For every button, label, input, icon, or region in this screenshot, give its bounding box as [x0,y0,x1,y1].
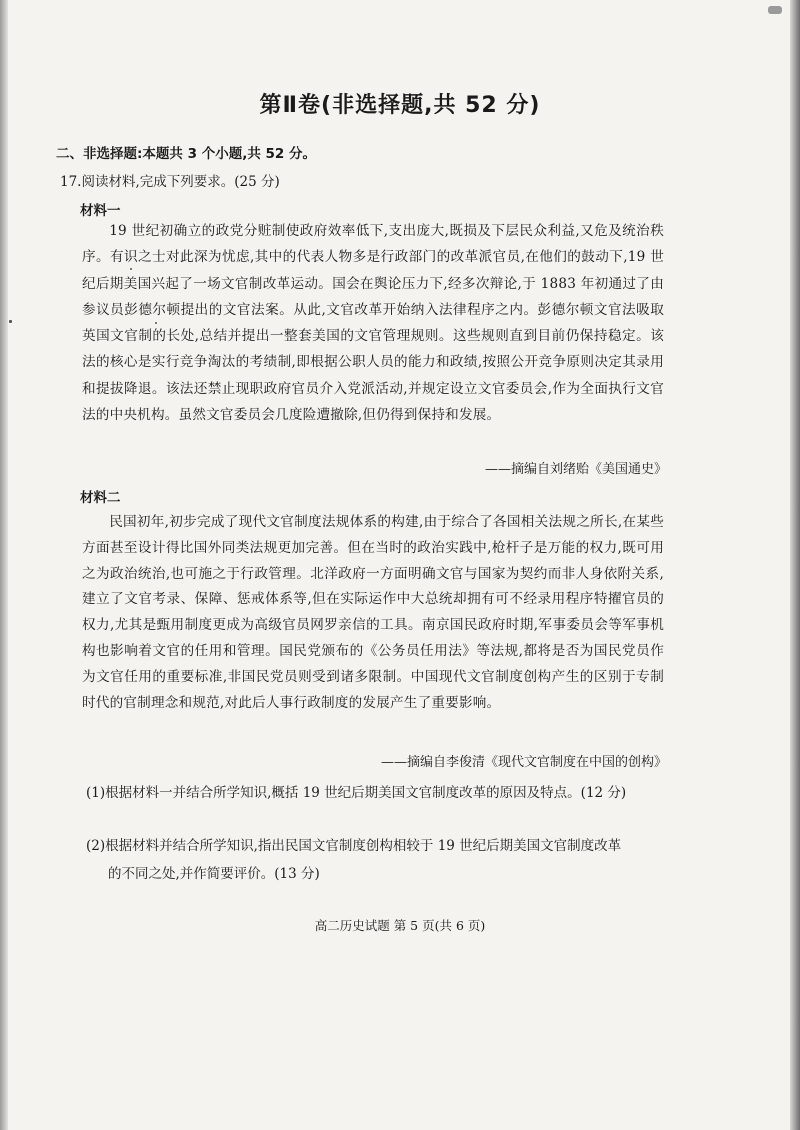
scan-left-edge [0,0,8,1130]
material-2-label: 材料二 [80,490,121,506]
page-footer: 高二历史试题 第 5 页(共 6 页) [314,918,486,933]
material-1-label: 材料一 [80,203,121,219]
material-1-text: 19 世纪初确立的政党分赃制使政府效率低下,支出庞大,既损及下层民众利益,又危及统治秩序。有识之士对此深为忧虑,其中的代表人物多是行政部门的改革派官员,在他们的鼓动下,19 世纪后期美国兴起了一场文官制改革运动。国会在舆论压力下,经多次辩论,于 1883 年初通过了由参议员彭德尔顿提出的文官法案。从此,文官改革开始纳入法律程序之内。彭德尔顿文官法吸取英国文官制的长处,总结并提出一整套美国的文官管理规则。这些规则直到目前仍保持稳定。该法的核心是实行竞争淘汰的考绩制,即根据公职人员的能力和政绩,按照公开竞争原则决定其录用和提拔降退。该法还禁止现职政府官员介入党派活动,并规定设立文官委员会,作为全面执行文官法的中央机构。虽然文官委员会几度险遭撤除,但仍得到保持和发展。 [82,223,664,424]
scan-speck [155,322,157,324]
part-title: 第Ⅱ卷(非选择题,共 52 分) [259,93,541,118]
sub-question-1: (1)根据材料一并结合所学知识,概括 19 世纪后期美国文官制度改革的原因及特点。(12 分) [86,785,627,801]
sub-question-2-line-1: (2)根据材料并结合所学知识,指出民国文官制度创构相较于 19 世纪后期美国文官制度改革 [86,838,622,854]
scan-right-edge [790,0,800,1130]
scan-speck [130,268,132,270]
section-heading: 二、非选择题:本题共 3 个小题,共 52 分。 [56,146,317,162]
scan-corner-mark [768,6,782,14]
scan-speck [9,320,12,323]
question-17-stem: 17.阅读材料,完成下列要求。(25 分) [60,174,280,190]
sub-question-2 [86,832,676,888]
material-1-source: ——摘编自刘绪贻《美国通史》 [484,462,667,477]
material-2-text: 民国初年,初步完成了现代文官制度法规体系的构建,由于综合了各国相关法规之所长,在某些方面甚至设计得比国外同类法规更加完善。但在当时的政治实践中,枪杆子是万能的权力,既可用之为政治统治,也可施之于行政管理。北洋政府一方面明确文官与国家为契约而非人身依附关系,建立了文官考录、保障、惩戒体系等,但在实际运作中大总统却拥有可不经录用程序特擢官员的权力,尤其是甄用制度更成为高级官员网罗亲信的工具。南京国民政府时期,军事委员会等军事机构也影响着文官的任用和管理。国民党颁布的《公务员任用法》等法规,都将是否为国民党员作为文官任用的重要标准,非国民党员则受到诸多限制。中国现代文官制度创构产生的区别于专制时代的官制理念和规范,对此后人事行政制度的发展产生了重要影响。 [82,514,664,711]
material-2-source: ——摘编自李俊清《现代文官制度在中国的创构》 [380,755,667,770]
sub-question-2-line-2: 的不同之处,并作简要评价。(13 分) [108,866,320,882]
